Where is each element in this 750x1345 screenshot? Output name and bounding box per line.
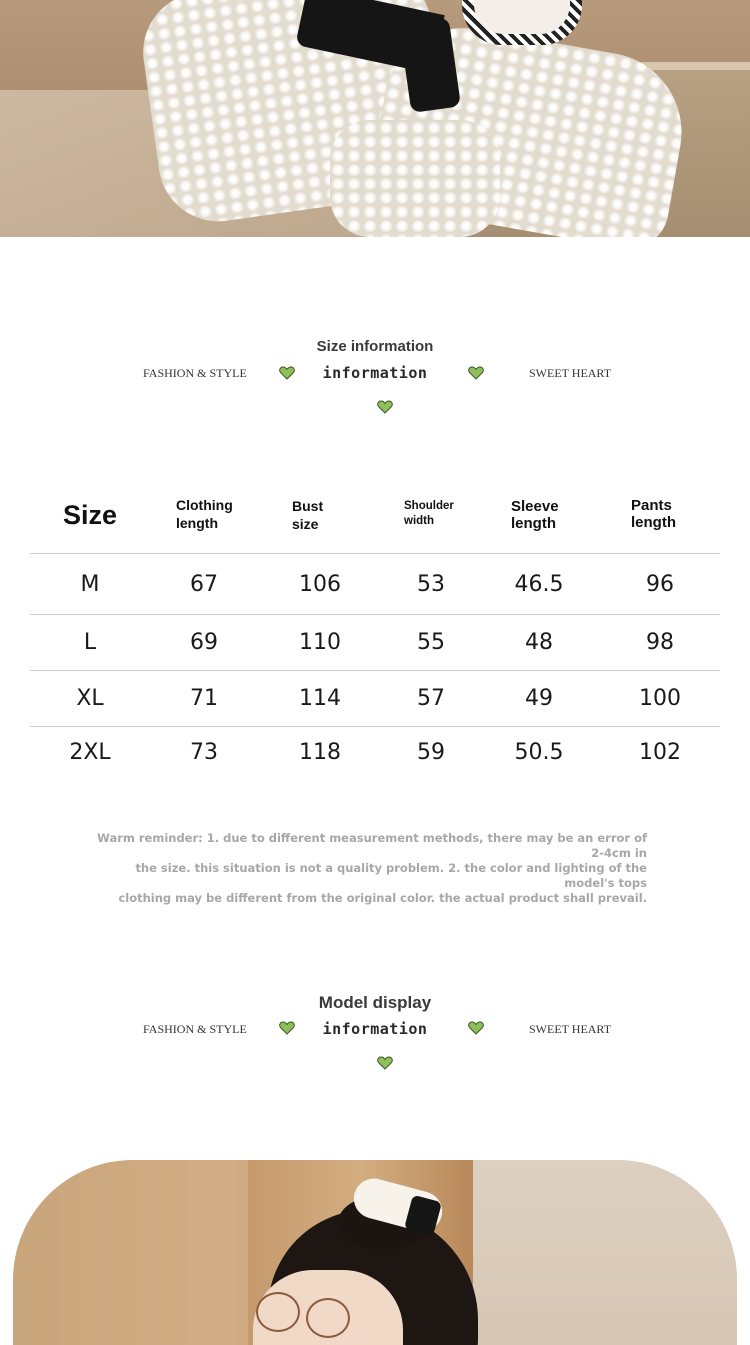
shoulder-width-cell: 55 (417, 630, 445, 655)
size-cell: XL (76, 686, 104, 711)
header-shoulder-width: Shoulder width (404, 500, 454, 527)
size-cell: L (83, 630, 97, 655)
size-table (30, 478, 720, 777)
clothing-length-cell: 71 (190, 686, 218, 711)
size-cell: M (80, 571, 100, 597)
heart-icon (468, 366, 484, 380)
pants-length-cell: 96 (646, 571, 674, 597)
shoulder-width-cell: 57 (417, 686, 445, 711)
sleeve-length-cell: 50.5 (514, 739, 564, 765)
section-title: Size information (316, 338, 434, 355)
heart-icon (468, 1021, 484, 1035)
bust-size-cell: 110 (299, 630, 341, 655)
section-title: Model display (318, 993, 432, 1012)
sweet-heart-label: SWEET HEART (529, 366, 612, 380)
information-word: information (322, 364, 428, 382)
top-product-photo (0, 0, 750, 237)
clothing-length-cell: 69 (190, 630, 218, 655)
warm-reminder: Warm reminder: 1. due to different measurement methods, there may be an error of 2-4cm in the size. this situation is not a quality problem. 2. the color and lighting of the model's tops clothing may be different from the original color. the actual product shall prevail. (97, 831, 647, 905)
heart-icon (377, 1056, 393, 1070)
header-bust-size: Bust size (292, 498, 324, 533)
size-cell: 2XL (69, 739, 111, 765)
bust-size-cell: 106 (299, 571, 341, 597)
pants-length-cell: 98 (646, 630, 674, 655)
pants-length-cell: 100 (639, 686, 681, 711)
sleeve-length-cell: 48 (525, 630, 553, 655)
table-row (30, 615, 720, 671)
table-row (30, 554, 720, 615)
heart-icon (377, 400, 393, 414)
sweet-heart-label: SWEET HEART (529, 1022, 612, 1036)
header-size: Size (63, 500, 118, 530)
bust-size-cell: 114 (299, 686, 341, 711)
model-photo (13, 1160, 737, 1345)
shoulder-width-cell: 53 (417, 571, 445, 597)
sleeve-length-cell: 46.5 (514, 571, 564, 597)
header-clothing-length: Clothing length (176, 497, 233, 532)
information-word: information (322, 1020, 428, 1038)
fashion-style-label: FASHION & STYLE (143, 366, 247, 380)
clothing-length-cell: 73 (190, 739, 218, 765)
clothing-length-cell: 67 (190, 571, 218, 597)
fashion-style-label: FASHION & STYLE (143, 1022, 247, 1036)
table-header-row (30, 478, 720, 554)
pants-length-cell: 102 (639, 739, 681, 765)
sleeve-length-cell: 49 (525, 686, 553, 711)
shoulder-width-cell: 59 (417, 739, 445, 765)
size-info-heading (0, 338, 750, 428)
bust-size-cell: 118 (299, 739, 341, 765)
header-sleeve-length: Sleeve length (511, 498, 559, 532)
header-pants-length: Pants length (631, 497, 676, 531)
table-row (30, 671, 720, 727)
model-display-heading (0, 993, 750, 1083)
table-row (30, 727, 720, 777)
